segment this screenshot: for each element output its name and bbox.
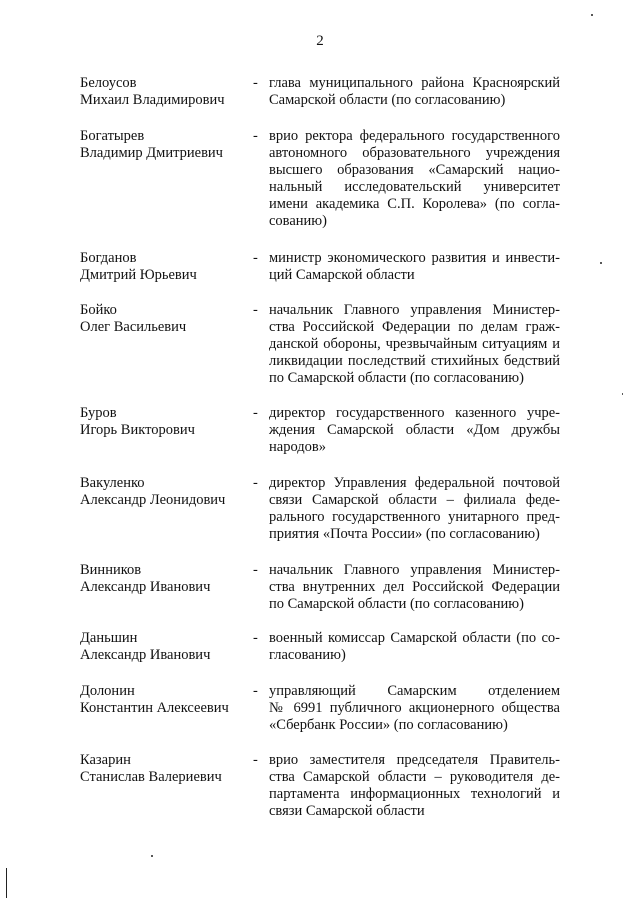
page-number: 2 (316, 33, 324, 49)
person-name (80, 630, 252, 664)
role-line: № 6991 публичного акционерного общества (269, 700, 560, 716)
person-name (80, 405, 252, 439)
role-line: связи Самарской области – филиала феде- (269, 492, 560, 508)
surname: Винников (80, 562, 142, 578)
separator-dash: - (253, 302, 258, 318)
scan-speck (622, 393, 623, 395)
role-line: ликвидации последствий стихийных бедствий (269, 353, 560, 369)
surname: Бойко (80, 302, 117, 318)
scan-speck (591, 14, 593, 16)
person-name (80, 250, 252, 284)
separator-dash: - (253, 250, 258, 266)
role-line: директор государственного казенного учре- (269, 405, 560, 421)
role-line: военный комиссар Самарской области (по со- (269, 630, 560, 646)
role-line: по Самарской области (по согласованию) (269, 370, 524, 386)
given-name: Дмитрий Юрьевич (80, 267, 197, 283)
surname: Богданов (80, 250, 137, 266)
person-name (80, 75, 252, 109)
role-line: ства внутренних дел Российской Федерации (269, 579, 560, 595)
role-line: ций Самарской области (269, 267, 415, 283)
role-line: гласованию) (269, 647, 346, 663)
role-line: врио ректора федерального государственного (269, 128, 560, 144)
position-description (269, 683, 560, 734)
scan-speck (151, 855, 153, 857)
person-name (80, 475, 252, 509)
surname: Богатырев (80, 128, 145, 144)
separator-dash: - (253, 75, 258, 91)
separator-dash: - (253, 630, 258, 646)
separator-dash: - (253, 562, 258, 578)
separator-dash: - (253, 405, 258, 421)
separator-dash: - (253, 475, 258, 491)
surname: Белоусов (80, 75, 137, 91)
role-line: связи Самарской области (269, 803, 425, 819)
person-name (80, 752, 252, 786)
surname: Вакуленко (80, 475, 145, 491)
surname: Долонин (80, 683, 135, 699)
surname: Даньшин (80, 630, 138, 646)
given-name: Александр Иванович (80, 647, 211, 663)
role-line: автономного образовательного учреждения (269, 145, 560, 161)
position-description (269, 128, 560, 230)
role-line: ждения Самарской области «Дом дружбы (269, 422, 560, 438)
surname: Казарин (80, 752, 131, 768)
given-name: Владимир Дмитриевич (80, 145, 223, 161)
position-description (269, 562, 560, 613)
role-line: директор Управления федеральной почтовой (269, 475, 560, 491)
role-line: сованию) (269, 213, 327, 229)
surname: Буров (80, 405, 117, 421)
given-name: Александр Леонидович (80, 492, 226, 508)
scan-speck (6, 868, 7, 898)
role-line: ства Самарской области – руководителя де- (269, 769, 560, 785)
person-name (80, 683, 252, 717)
person-name (80, 128, 252, 162)
position-description (269, 630, 560, 664)
role-line: начальник Главного управления Министер- (269, 302, 560, 318)
role-line: народов» (269, 439, 327, 455)
role-line: начальник Главного управления Министер- (269, 562, 560, 578)
role-line: высшего образования «Самарский нацио- (269, 162, 560, 178)
role-line: партамента информационных технологий и (269, 786, 560, 802)
given-name: Михаил Владимирович (80, 92, 225, 108)
position-description (269, 75, 560, 109)
role-line: рального государственного унитарного пред- (269, 509, 560, 525)
position-description (269, 475, 560, 543)
separator-dash: - (253, 128, 258, 144)
role-line: приятия «Почта России» (по согласованию) (269, 526, 540, 542)
position-description (269, 405, 560, 456)
given-name: Олег Васильевич (80, 319, 187, 335)
role-line: данской обороны, чрезвычайным ситуациям и (269, 336, 560, 352)
role-line: имени академика С.П. Королева» (по согла- (269, 196, 560, 212)
scan-speck (600, 262, 602, 264)
position-description (269, 250, 560, 284)
separator-dash: - (253, 752, 258, 768)
role-line: ства Российской Федерации по делам граж- (269, 319, 560, 335)
role-line: по Самарской области (по согласованию) (269, 596, 524, 612)
role-line: управляющий Самарским отделением (269, 683, 560, 699)
role-line: Самарской области (по согласованию) (269, 92, 506, 108)
person-name (80, 302, 252, 336)
person-name (80, 562, 252, 596)
role-line: «Сбербанк России» (по согласованию) (269, 717, 508, 733)
position-description (269, 302, 560, 387)
given-name: Константин Алексеевич (80, 700, 229, 716)
given-name: Станислав Валериевич (80, 769, 222, 785)
given-name: Игорь Викторович (80, 422, 195, 438)
given-name: Александр Иванович (80, 579, 211, 595)
role-line: врио заместителя председателя Правитель- (269, 752, 560, 768)
role-line: глава муниципального района Красноярский (269, 75, 560, 91)
role-line: нальный исследовательский университет (269, 179, 560, 195)
separator-dash: - (253, 683, 258, 699)
position-description (269, 752, 560, 820)
role-line: министр экономического развития и инвести- (269, 250, 560, 266)
